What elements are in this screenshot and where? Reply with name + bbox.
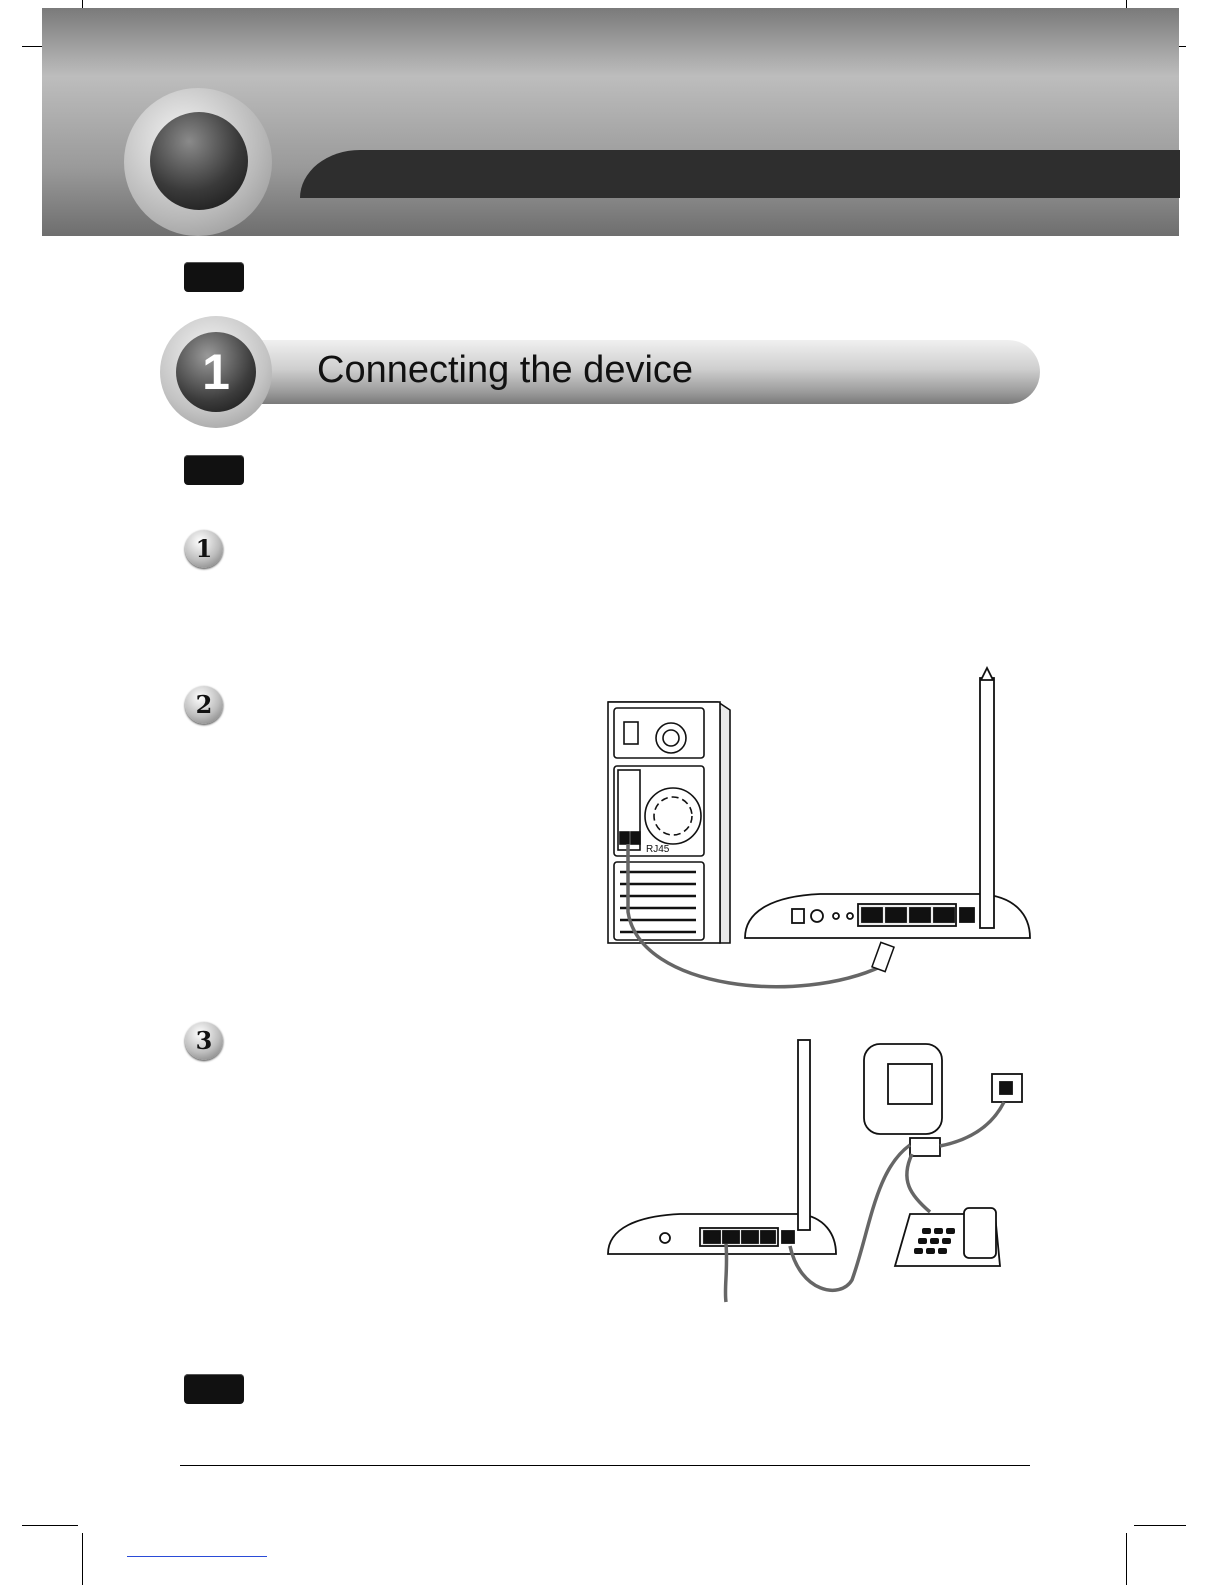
rj45-port-label: RJ45: [646, 844, 670, 855]
step-badge-3: 3: [185, 1022, 223, 1060]
router-antenna: [798, 1040, 810, 1230]
crop-mark: [1134, 1525, 1186, 1526]
header-dark-band: [300, 150, 1180, 198]
header-disc-center: [150, 112, 248, 210]
black-tag: [184, 1374, 244, 1404]
router-splitter-phone-diagram: [600, 1030, 1040, 1310]
splitter: [910, 1138, 940, 1156]
phone-cable: [907, 1154, 930, 1212]
crop-mark: [1126, 1533, 1127, 1585]
footer-rule: [180, 1465, 1030, 1466]
crop-mark: [22, 1525, 78, 1526]
router-antenna: [980, 678, 994, 928]
step-badge-2: 2: [185, 686, 223, 724]
section-title: Connecting the device: [317, 349, 694, 391]
footer-link-underline: [127, 1556, 267, 1557]
lan-cable: [725, 1244, 726, 1302]
crop-mark: [82, 1533, 83, 1585]
step-badge-1: 1: [185, 530, 223, 568]
section-number: 1: [176, 332, 256, 412]
black-tag: [184, 262, 244, 292]
black-tag: [184, 455, 244, 485]
pc-router-connection-diagram: [600, 660, 1040, 1010]
line-cable: [940, 1102, 1004, 1146]
